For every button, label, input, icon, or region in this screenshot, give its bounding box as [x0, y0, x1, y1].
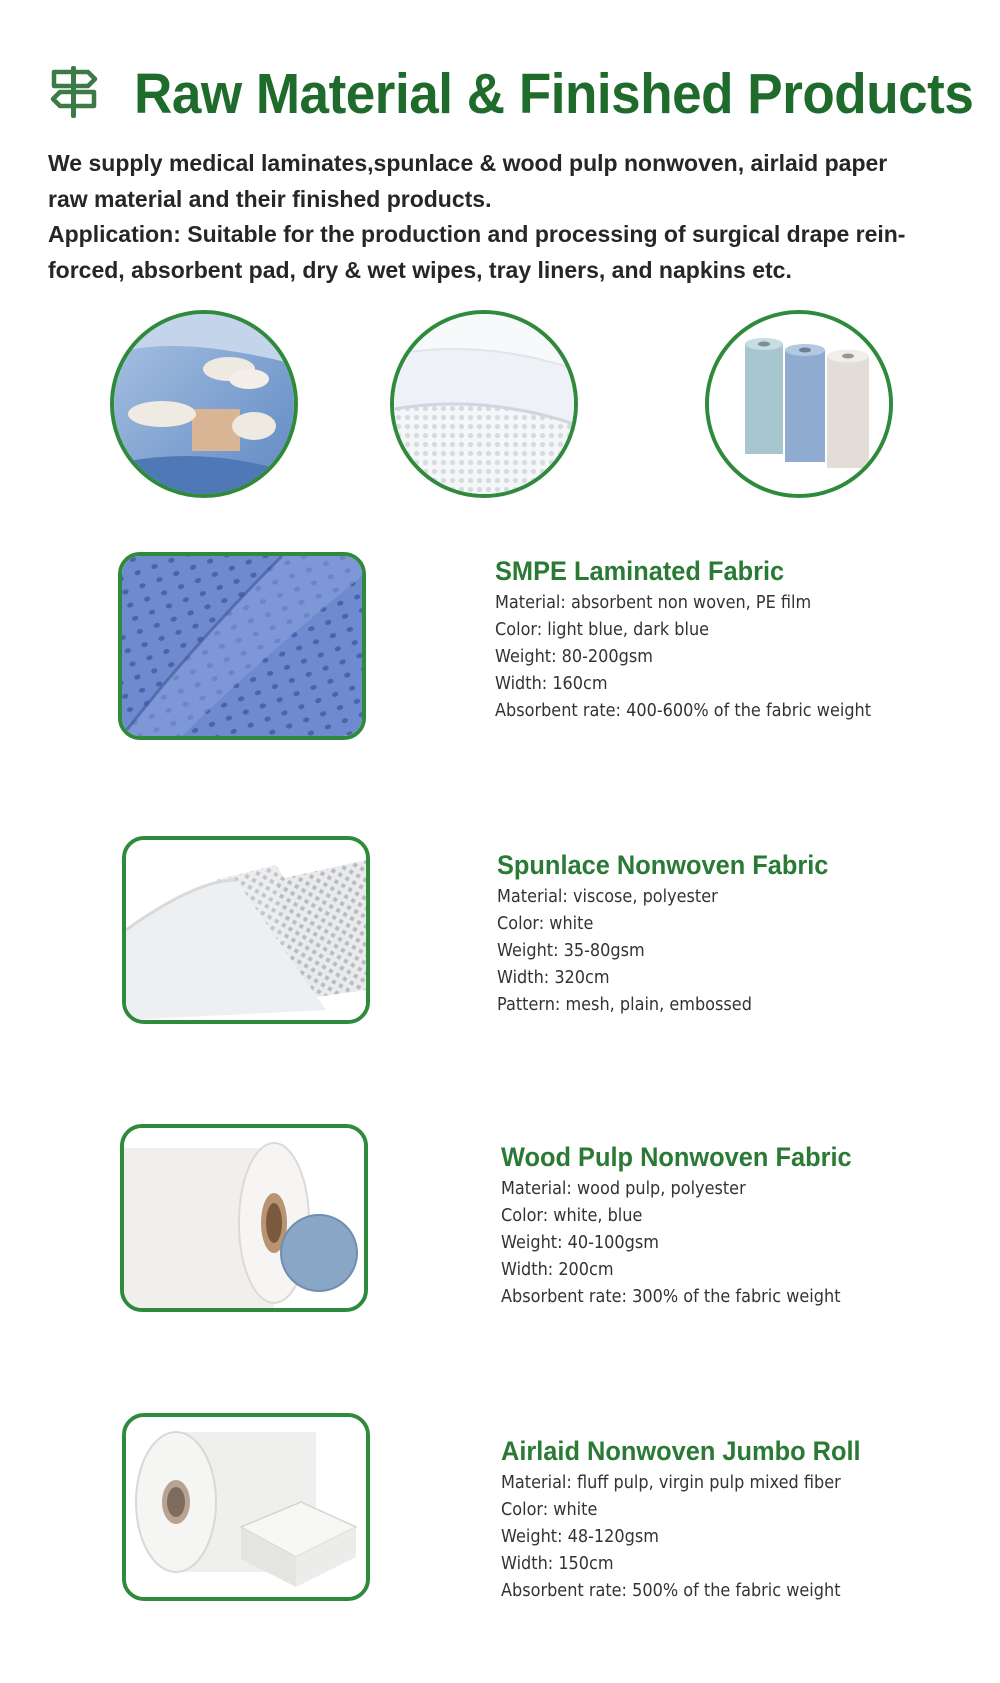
colored-rolls-photo — [705, 310, 893, 498]
smpe-fabric-photo — [118, 552, 366, 740]
intro-line: Application: Suitable for the production and processing of surgical drape rein- — [48, 221, 906, 247]
product-spec: Width: 160cm — [495, 674, 608, 694]
product-name: Airlaid Nonwoven Jumbo Roll — [501, 1436, 861, 1466]
product-name: Spunlace Nonwoven Fabric — [497, 850, 829, 880]
page-header — [48, 56, 974, 132]
intro-line: We supply medical laminates,spunlace & wood pulp nonwoven, airlaid paper — [48, 150, 888, 176]
product-spec: Width: 200cm — [501, 1260, 614, 1280]
signpost-icon — [48, 64, 100, 120]
product-spec: Width: 150cm — [501, 1554, 614, 1574]
surgical-drape-photo — [110, 310, 298, 498]
product-spec: Color: white, blue — [501, 1206, 643, 1226]
spunlace-texture-photo — [390, 310, 578, 498]
product-spec: Width: 320cm — [497, 968, 610, 988]
product-spec: Material: wood pulp, polyester — [501, 1179, 746, 1199]
intro-line: forced, absorbent pad, dry & wet wipes, tray liners, and napkins etc. — [48, 256, 792, 283]
product-spec: Color: white — [501, 1500, 598, 1520]
product-spec: Weight: 35-80gsm — [497, 941, 645, 961]
product-spec: Material: absorbent non woven, PE film — [495, 593, 812, 613]
product-spec: Color: light blue, dark blue — [495, 620, 710, 640]
intro-text — [48, 146, 958, 288]
product-info-wood-pulp — [501, 1140, 921, 1311]
product-name: SMPE Laminated Fabric — [495, 556, 785, 586]
product-info-smpe — [495, 554, 915, 725]
product-spec: Pattern: mesh, plain, embossed — [497, 995, 752, 1015]
product-info-airlaid — [501, 1434, 921, 1605]
product-spec: Absorbent rate: 300% of the fabric weight — [501, 1287, 841, 1307]
product-name: Wood Pulp Nonwoven Fabric — [501, 1142, 852, 1172]
product-spec: Material: fluff pulp, virgin pulp mixed fiber — [501, 1473, 841, 1493]
product-info-spunlace — [497, 848, 917, 1019]
product-spec: Absorbent rate: 500% of the fabric weight — [501, 1581, 841, 1601]
product-spec: Absorbent rate: 400-600% of the fabric weight — [495, 701, 872, 721]
product-spec: Weight: 80-200gsm — [495, 647, 653, 667]
spunlace-fabric-photo — [122, 836, 370, 1024]
page-title: Raw Material & Finished Products — [134, 62, 974, 126]
intro-line: raw material and their finished products. — [48, 185, 492, 212]
airlaid-roll-photo — [122, 1413, 370, 1601]
product-spec: Material: viscose, polyester — [497, 887, 718, 907]
product-spec: Weight: 40-100gsm — [501, 1233, 659, 1253]
product-spec: Color: white — [497, 914, 594, 934]
product-spec: Weight: 48-120gsm — [501, 1527, 659, 1547]
wood-pulp-fabric-photo — [120, 1124, 368, 1312]
